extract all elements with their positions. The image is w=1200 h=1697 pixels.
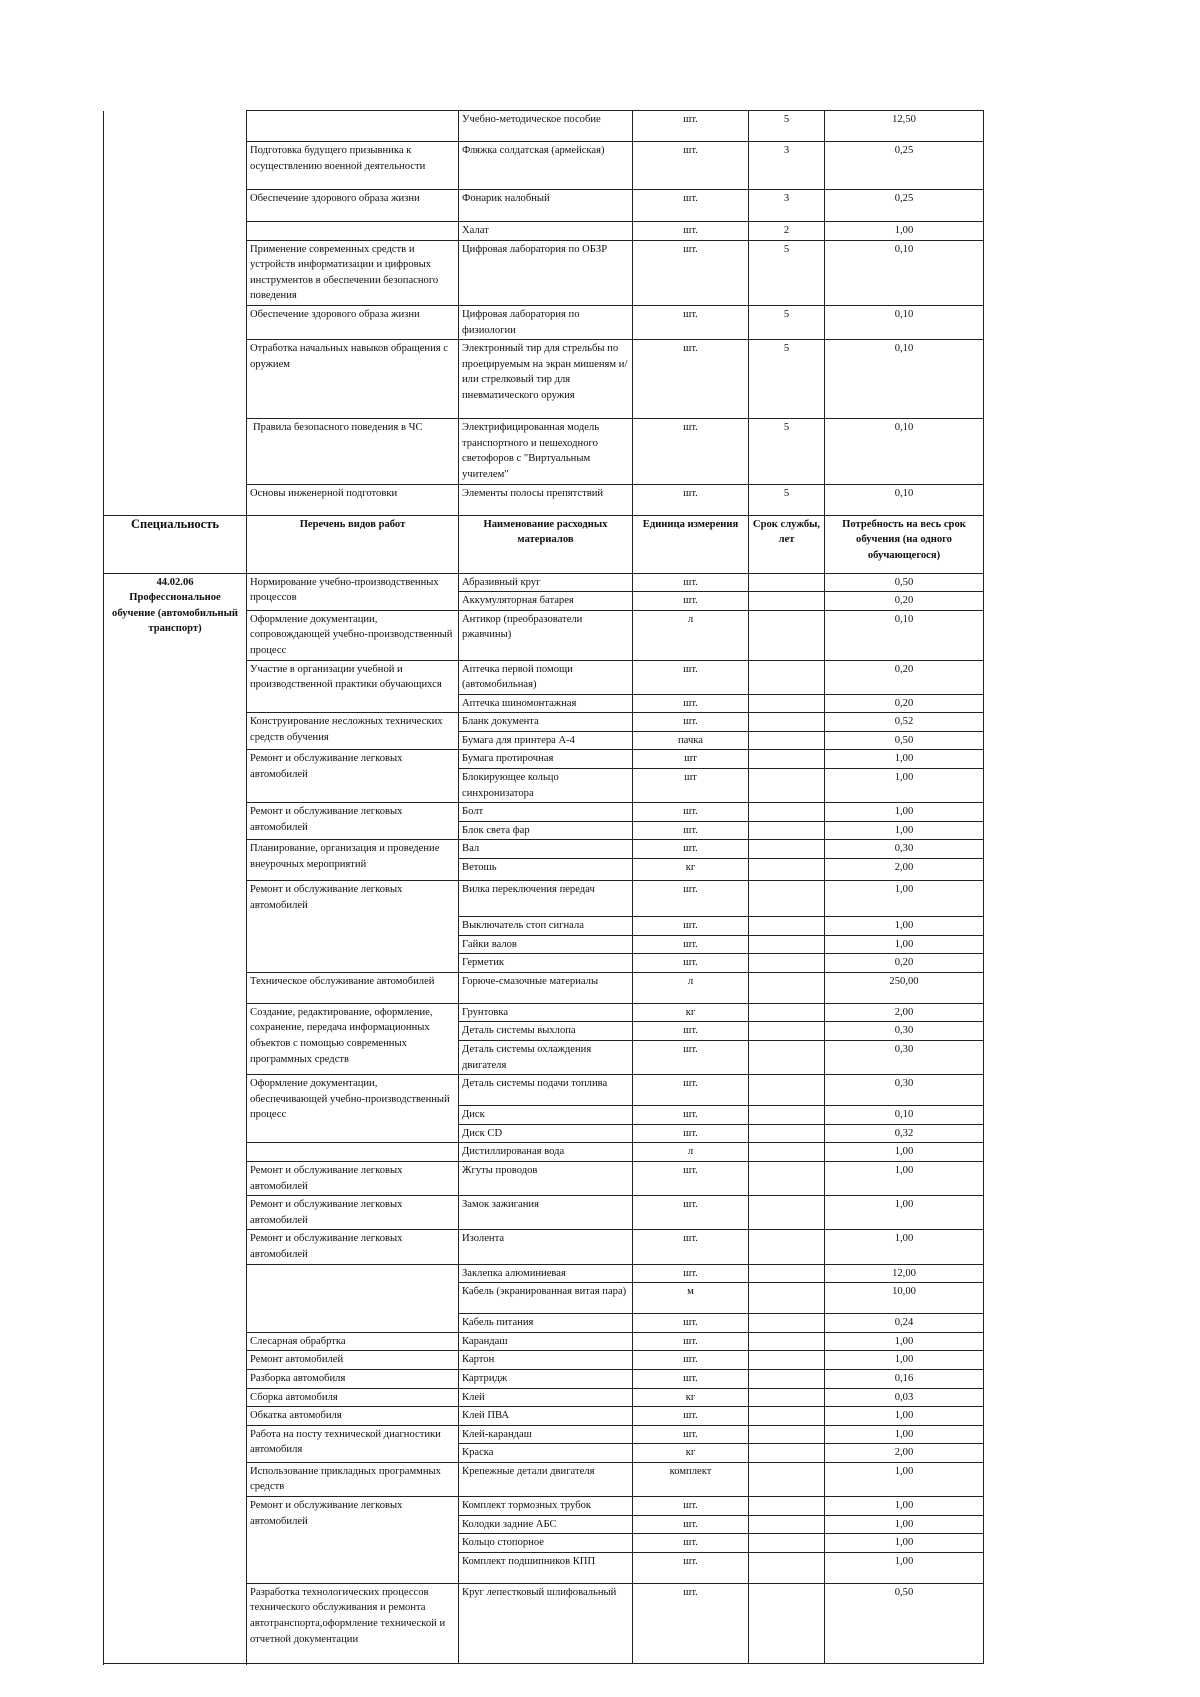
unit-cell: шт. — [633, 1332, 749, 1351]
work-cell: Обеспечение здорового образа жизни — [247, 305, 459, 339]
work-cell: Обкатка автомобиля — [247, 1407, 459, 1426]
material-cell: Дистиллированая вода — [459, 1143, 633, 1162]
unit-cell: шт. — [633, 1124, 749, 1143]
life-cell — [749, 954, 825, 973]
need-cell: 0,30 — [825, 1041, 984, 1075]
unit-cell: пачка — [633, 731, 749, 750]
life-cell — [749, 573, 825, 592]
need-cell: 10,00 — [825, 1283, 984, 1314]
material-cell: Ветошь — [459, 859, 633, 881]
need-cell: 1,00 — [825, 821, 984, 840]
unit-cell: кг — [633, 1388, 749, 1407]
table-row — [104, 573, 984, 592]
need-cell: 0,30 — [825, 840, 984, 859]
need-cell: 0,20 — [825, 694, 984, 713]
need-cell: 0,20 — [825, 660, 984, 694]
need-cell: 0,20 — [825, 954, 984, 973]
work-cell: Применение современных средств и устройств информатизации и цифровых инструментов в обеспечении безопасного поведения — [247, 240, 459, 305]
need-cell: 0,16 — [825, 1369, 984, 1388]
material-cell: Вал — [459, 840, 633, 859]
life-cell — [749, 1388, 825, 1407]
material-cell: Антикор (преобразователи ржавчины) — [459, 610, 633, 660]
work-cell: Ремонт и обслуживание легковых автомобилей — [247, 881, 459, 973]
work-cell: Оформление документации, обеспечивающей учебно-производственный процесс — [247, 1075, 459, 1143]
unit-cell: шт. — [633, 803, 749, 822]
unit-cell: шт. — [633, 1022, 749, 1041]
specialty-cell-empty — [104, 111, 247, 516]
life-cell — [749, 1022, 825, 1041]
unit-cell: шт. — [633, 1583, 749, 1663]
unit-cell: шт. — [633, 694, 749, 713]
work-cell: Ремонт и обслуживание легковых автомобилей — [247, 803, 459, 840]
need-cell: 1,00 — [825, 1351, 984, 1370]
life-cell — [749, 859, 825, 881]
need-cell: 250,00 — [825, 972, 984, 1003]
need-cell: 0,20 — [825, 592, 984, 611]
material-cell: Вилка переключения передач — [459, 881, 633, 917]
work-cell: Нормирование учебно-производственных процессов — [247, 573, 459, 610]
material-cell: Картон — [459, 1351, 633, 1370]
material-cell: Бланк документа — [459, 713, 633, 732]
material-cell: Грунтовка — [459, 1003, 633, 1022]
need-cell: 0,30 — [825, 1022, 984, 1041]
material-cell: Элементы полосы препятствий — [459, 484, 633, 515]
material-cell: Клей — [459, 1388, 633, 1407]
material-cell: Колодки задние АБС — [459, 1515, 633, 1534]
need-cell: 1,00 — [825, 917, 984, 936]
need-cell: 0,50 — [825, 1583, 984, 1663]
material-cell: Диск — [459, 1106, 633, 1125]
unit-cell: шт. — [633, 917, 749, 936]
material-cell: Электронный тир для стрельбы по проецируемым на экран мишеням и/или стрелковый тир для пневматического оружия — [459, 340, 633, 419]
material-cell: Жгуты проводов — [459, 1161, 633, 1195]
material-cell: Бумага для принтера А-4 — [459, 731, 633, 750]
need-cell: 2,00 — [825, 859, 984, 881]
life-cell — [749, 821, 825, 840]
work-cell — [247, 1264, 459, 1332]
life-cell — [749, 769, 825, 803]
unit-cell: шт. — [633, 1161, 749, 1195]
unit-cell: шт. — [633, 142, 749, 190]
work-cell: Ремонт и обслуживание легковых автомобилей — [247, 1497, 459, 1584]
need-cell: 2,00 — [825, 1003, 984, 1022]
life-cell — [749, 1497, 825, 1516]
header-specialty: Специальность — [104, 515, 247, 573]
need-cell: 0,10 — [825, 240, 984, 305]
work-cell: Обеспечение здорового образа жизни — [247, 190, 459, 222]
unit-cell: шт. — [633, 840, 749, 859]
unit-cell: шт. — [633, 222, 749, 241]
unit-cell: л — [633, 610, 749, 660]
material-cell: Деталь системы подачи топлива — [459, 1075, 633, 1106]
life-cell — [749, 917, 825, 936]
material-cell: Гайки валов — [459, 935, 633, 954]
unit-cell: шт. — [633, 881, 749, 917]
unit-cell: шт. — [633, 1230, 749, 1264]
material-cell: Аптечка шиномонтажная — [459, 694, 633, 713]
life-cell: 5 — [749, 240, 825, 305]
unit-cell: шт. — [633, 1407, 749, 1426]
need-cell: 1,00 — [825, 881, 984, 917]
need-cell: 0,52 — [825, 713, 984, 732]
need-cell: 0,10 — [825, 610, 984, 660]
life-cell: 5 — [749, 484, 825, 515]
life-cell — [749, 694, 825, 713]
unit-cell: шт. — [633, 573, 749, 592]
life-cell: 3 — [749, 190, 825, 222]
need-cell: 0,10 — [825, 1106, 984, 1125]
material-cell: Цифровая лаборатория по ОБЗР — [459, 240, 633, 305]
work-cell: Ремонт и обслуживание легковых автомобилей — [247, 1161, 459, 1195]
life-cell — [749, 1283, 825, 1314]
need-cell: 2,00 — [825, 1444, 984, 1463]
need-cell: 1,00 — [825, 1407, 984, 1426]
need-cell: 12,50 — [825, 111, 984, 142]
unit-cell: шт. — [633, 484, 749, 515]
life-cell — [749, 1462, 825, 1496]
work-cell: Подготовка будущего призывника к осуществлению военной деятельности — [247, 142, 459, 190]
work-cell: Работа на посту технической диагностики автомобиля — [247, 1425, 459, 1462]
work-cell: Оформление документации, сопровождающей учебно-производственный процесс — [247, 610, 459, 660]
need-cell: 1,00 — [825, 750, 984, 769]
unit-cell: шт. — [633, 1534, 749, 1553]
work-cell: Создание, редактирование, оформление, сохранение, передача информационных объектов с помощью современных программных средств — [247, 1003, 459, 1074]
unit-cell: шт. — [633, 419, 749, 484]
life-cell — [749, 1161, 825, 1195]
unit-cell: л — [633, 972, 749, 1003]
need-cell: 0,30 — [825, 1075, 984, 1106]
material-cell: Карандаш — [459, 1332, 633, 1351]
material-cell: Клей ПВА — [459, 1407, 633, 1426]
life-cell: 5 — [749, 305, 825, 339]
need-cell: 1,00 — [825, 935, 984, 954]
material-cell: Картридж — [459, 1369, 633, 1388]
life-cell — [749, 803, 825, 822]
life-cell — [749, 1425, 825, 1444]
life-cell: 3 — [749, 142, 825, 190]
material-cell: Выключатель стоп сигнала — [459, 917, 633, 936]
unit-cell: шт — [633, 750, 749, 769]
unit-cell: шт. — [633, 340, 749, 419]
unit-cell: шт. — [633, 305, 749, 339]
unit-cell: шт. — [633, 1314, 749, 1333]
unit-cell: шт. — [633, 1196, 749, 1230]
life-cell — [749, 972, 825, 1003]
unit-cell: шт. — [633, 1041, 749, 1075]
work-cell: Участие в организации учебной и производственной практики обучающихся — [247, 660, 459, 713]
unit-cell: шт. — [633, 1264, 749, 1283]
need-cell: 1,00 — [825, 803, 984, 822]
life-cell — [749, 1124, 825, 1143]
need-cell: 0,10 — [825, 419, 984, 484]
need-cell: 1,00 — [825, 1332, 984, 1351]
material-cell: Электрифицированная модель транспортного и пешеходного светофоров с "Виртуальным учителем" — [459, 419, 633, 484]
work-cell: Ремонт и обслуживание легковых автомобилей — [247, 1196, 459, 1230]
work-cell: Планирование, организация и проведение внеурочных мероприятий — [247, 840, 459, 881]
need-cell: 0,50 — [825, 731, 984, 750]
unit-cell: шт. — [633, 821, 749, 840]
material-cell: Болт — [459, 803, 633, 822]
unit-cell: шт. — [633, 713, 749, 732]
unit-cell: кг — [633, 1003, 749, 1022]
material-cell: Краска — [459, 1444, 633, 1463]
table-header-row — [104, 515, 984, 573]
work-cell: Разборка автомобиля — [247, 1369, 459, 1388]
material-cell: Аккумуляторная батарея — [459, 592, 633, 611]
life-cell: 5 — [749, 419, 825, 484]
need-cell: 1,00 — [825, 1497, 984, 1516]
unit-cell: шт. — [633, 240, 749, 305]
need-cell: 0,10 — [825, 305, 984, 339]
work-cell — [247, 1143, 459, 1162]
unit-cell: шт. — [633, 660, 749, 694]
material-cell: Аптечка первой помощи (автомобильная) — [459, 660, 633, 694]
specialty-code: 44.02.06 — [156, 576, 194, 588]
work-cell — [247, 111, 459, 142]
life-cell — [749, 731, 825, 750]
header-unit: Единица измерения — [633, 515, 749, 573]
unit-cell: шт. — [633, 111, 749, 142]
material-cell: Герметик — [459, 954, 633, 973]
material-cell: Диск CD — [459, 1124, 633, 1143]
life-cell — [749, 1534, 825, 1553]
unit-cell: шт — [633, 769, 749, 803]
header-works: Перечень видов работ — [247, 515, 459, 573]
material-cell: Кабель (экранированная витая пара) — [459, 1283, 633, 1314]
need-cell: 0,10 — [825, 484, 984, 515]
material-cell: Круг лепестковый шлифовальный — [459, 1583, 633, 1663]
material-cell: Учебно-методическое пособие — [459, 111, 633, 142]
need-cell: 1,00 — [825, 1552, 984, 1583]
unit-cell: шт. — [633, 1075, 749, 1106]
unit-cell: шт. — [633, 1497, 749, 1516]
need-cell: 1,00 — [825, 1196, 984, 1230]
unit-cell: комплект — [633, 1462, 749, 1496]
need-cell: 0,32 — [825, 1124, 984, 1143]
material-cell: Комплект тормозных трубок — [459, 1497, 633, 1516]
material-cell: Цифровая лаборатория по физиологии — [459, 305, 633, 339]
life-cell — [749, 1003, 825, 1022]
specialty-cell — [104, 573, 247, 1664]
life-cell — [749, 935, 825, 954]
material-cell: Деталь системы выхлопа — [459, 1022, 633, 1041]
unit-cell: шт. — [633, 1425, 749, 1444]
need-cell: 1,00 — [825, 1161, 984, 1195]
life-cell — [749, 750, 825, 769]
material-cell: Заклепка алюминиевая — [459, 1264, 633, 1283]
work-cell: Техническое обслуживание автомобилей — [247, 972, 459, 1003]
unit-cell: шт. — [633, 1552, 749, 1583]
need-cell: 0,50 — [825, 573, 984, 592]
life-cell — [749, 1106, 825, 1125]
material-cell: Деталь системы охлаждения двигателя — [459, 1041, 633, 1075]
material-cell: Блок света фар — [459, 821, 633, 840]
need-cell: 12,00 — [825, 1264, 984, 1283]
unit-cell: м — [633, 1283, 749, 1314]
life-cell — [749, 1515, 825, 1534]
work-cell — [247, 222, 459, 241]
need-cell: 1,00 — [825, 1462, 984, 1496]
unit-cell: шт. — [633, 592, 749, 611]
need-cell: 1,00 — [825, 1143, 984, 1162]
life-cell — [749, 1552, 825, 1583]
unit-cell: шт. — [633, 954, 749, 973]
need-cell: 1,00 — [825, 1230, 984, 1264]
material-cell: Халат — [459, 222, 633, 241]
material-cell: Фляжка солдатская (армейская) — [459, 142, 633, 190]
unit-cell: шт. — [633, 1351, 749, 1370]
work-cell: Ремонт и обслуживание легковых автомобилей — [247, 1230, 459, 1264]
life-cell — [749, 1196, 825, 1230]
specialty-name: Профессиональное обучение (автомобильный транспорт) — [112, 592, 238, 635]
life-cell — [749, 592, 825, 611]
life-cell — [749, 1041, 825, 1075]
life-cell: 5 — [749, 340, 825, 419]
material-cell: Крепежные детали двигателя — [459, 1462, 633, 1496]
need-cell: 0,24 — [825, 1314, 984, 1333]
life-cell — [749, 1583, 825, 1663]
life-cell — [749, 840, 825, 859]
need-cell: 1,00 — [825, 1534, 984, 1553]
work-cell: Разработка технологических процессов технического обслуживания и ремонта автотранспорта,оформление технической и отчетной документации — [247, 1583, 459, 1663]
life-cell — [749, 1444, 825, 1463]
unit-cell: шт. — [633, 1369, 749, 1388]
life-cell — [749, 1332, 825, 1351]
unit-cell: шт. — [633, 1515, 749, 1534]
work-cell: Ремонт автомобилей — [247, 1351, 459, 1370]
material-cell: Кольцо стопорное — [459, 1534, 633, 1553]
need-cell: 0,25 — [825, 190, 984, 222]
life-cell — [749, 881, 825, 917]
header-material: Наименование расходных материалов — [459, 515, 633, 573]
life-cell: 5 — [749, 111, 825, 142]
work-cell: Ремонт и обслуживание легковых автомобилей — [247, 750, 459, 803]
work-cell: Правила безопасного поведения в ЧС — [247, 419, 459, 484]
unit-cell: шт. — [633, 935, 749, 954]
unit-cell: шт. — [633, 1106, 749, 1125]
need-cell: 1,00 — [825, 1515, 984, 1534]
need-cell: 1,00 — [825, 1425, 984, 1444]
unit-cell: шт. — [633, 190, 749, 222]
material-cell: Кабель питания — [459, 1314, 633, 1333]
material-cell: Фонарик налобный — [459, 190, 633, 222]
life-cell — [749, 1369, 825, 1388]
material-cell: Изолента — [459, 1230, 633, 1264]
work-cell: Сборка автомобиля — [247, 1388, 459, 1407]
consumables-table — [103, 110, 984, 1664]
need-cell: 0,10 — [825, 340, 984, 419]
need-cell: 1,00 — [825, 222, 984, 241]
work-cell: Отработка начальных навыков обращения с оружием — [247, 340, 459, 419]
material-cell: Бумага протирочная — [459, 750, 633, 769]
life-cell — [749, 1230, 825, 1264]
life-cell — [749, 610, 825, 660]
life-cell — [749, 1143, 825, 1162]
unit-cell: кг — [633, 859, 749, 881]
work-cell: Конструирование несложных технических средств обучения — [247, 713, 459, 750]
material-cell: Клей-карандаш — [459, 1425, 633, 1444]
work-cell: Основы инженерной подготовки — [247, 484, 459, 515]
material-cell: Замок зажигания — [459, 1196, 633, 1230]
material-cell: Абразивный круг — [459, 573, 633, 592]
life-cell — [749, 1351, 825, 1370]
material-cell: Блокирующее кольцо синхронизатора — [459, 769, 633, 803]
table-row — [104, 111, 984, 142]
work-cell: Использование прикладных программных средств — [247, 1462, 459, 1496]
life-cell — [749, 1407, 825, 1426]
header-service-life: Срок службы, лет — [749, 515, 825, 573]
unit-cell: кг — [633, 1444, 749, 1463]
life-cell — [749, 1264, 825, 1283]
life-cell — [749, 1075, 825, 1106]
header-need: Потребность на весь срок обучения (на одного обучающегося) — [825, 515, 984, 573]
need-cell: 0,03 — [825, 1388, 984, 1407]
life-cell: 2 — [749, 222, 825, 241]
life-cell — [749, 1314, 825, 1333]
need-cell: 1,00 — [825, 769, 984, 803]
unit-cell: л — [633, 1143, 749, 1162]
material-cell: Горюче-смазочные материалы — [459, 972, 633, 1003]
need-cell: 0,25 — [825, 142, 984, 190]
life-cell — [749, 713, 825, 732]
life-cell — [749, 660, 825, 694]
material-cell: Комплект подшипников КПП — [459, 1552, 633, 1583]
work-cell: Слесарная обрабртка — [247, 1332, 459, 1351]
